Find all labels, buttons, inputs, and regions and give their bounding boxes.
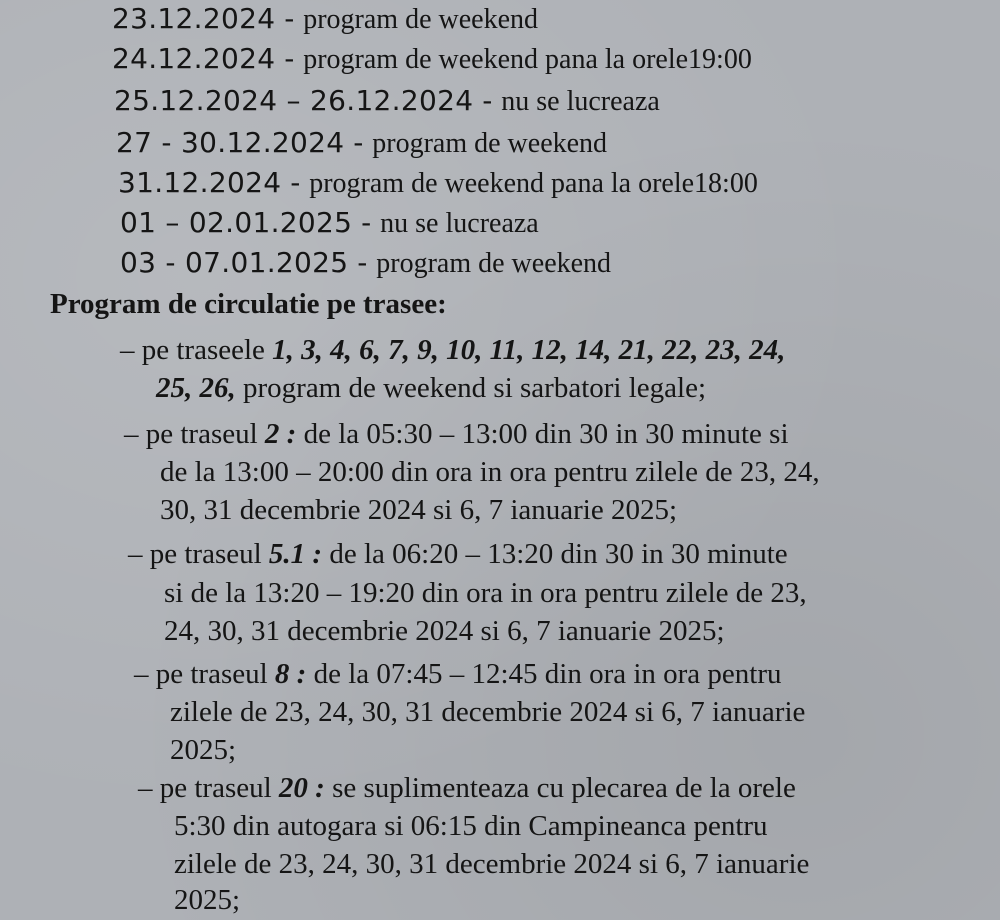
schedule-line (120, 246, 611, 280)
route-prefix: pe traseele (141, 334, 273, 366)
route-item-8 (134, 658, 782, 691)
route-description: de la 07:45 – 12:45 din ora in ora pentru (306, 658, 782, 690)
schedule-separator: - (352, 206, 381, 239)
route-item-20-line: 2025; (174, 884, 241, 916)
bullet-dash: – (120, 334, 135, 366)
route-prefix: pe traseul (145, 418, 265, 450)
route-item-20-line: 5:30 din autogara si 06:15 din Campineanca pentru (174, 810, 768, 842)
bullet-dash: – (128, 538, 143, 570)
route-item-2-line: 30, 31 decembrie 2024 si 6, 7 ianuarie 2025; (160, 494, 678, 526)
schedule-separator: - (348, 246, 377, 279)
schedule-text: nu se lucreaza (501, 86, 660, 117)
schedule-line (116, 126, 607, 160)
route-item-5-1-line: si de la 13:20 – 19:20 din ora in ora pentru zilele de 23, (164, 577, 807, 609)
route-number: 2 : (264, 418, 297, 450)
route-number: 20 : (278, 772, 325, 804)
schedule-date: 27 - 30.12.2024 (116, 126, 345, 159)
route-description: se suplimenteaza cu plecarea de la orele (324, 772, 796, 804)
schedule-text: program de weekend pana la orele19:00 (303, 44, 752, 75)
route-description: program de weekend si sarbatori legale; (235, 372, 707, 404)
bullet-dash: – (124, 418, 139, 450)
schedule-line (114, 84, 660, 118)
route-item-weekend-cont (156, 372, 706, 405)
schedule-text: program de weekend (303, 4, 539, 35)
schedule-line (120, 206, 539, 240)
route-number: 5.1 : (268, 538, 323, 570)
bullet-dash: – (134, 658, 149, 690)
route-item-2-line: de la 13:00 – 20:00 din ora in ora pentru zilele de 23, 24, (160, 456, 820, 488)
route-description: de la 06:20 – 13:20 din 30 in 30 minute (322, 538, 788, 570)
schedule-separator: - (281, 166, 310, 199)
schedule-separator: - (344, 126, 373, 159)
route-item-8-line: 2025; (170, 734, 237, 766)
schedule-text: program de weekend pana la orele18:00 (309, 168, 758, 199)
route-numbers: 25, 26, (156, 372, 236, 404)
route-item-20 (138, 772, 796, 805)
route-number: 8 : (274, 658, 307, 690)
schedule-text: program de weekend (376, 248, 612, 279)
schedule-line (118, 166, 758, 200)
schedule-date: 01 – 02.01.2025 (120, 206, 353, 239)
schedule-date: 24.12.2024 (112, 42, 276, 75)
schedule-date: 03 - 07.01.2025 (120, 246, 349, 279)
schedule-date: 25.12.2024 – 26.12.2024 (114, 84, 474, 117)
schedule-line (112, 42, 752, 76)
route-item-2 (124, 418, 789, 451)
route-item-5-1 (128, 538, 788, 571)
schedule-date: 31.12.2024 (118, 166, 282, 199)
schedule-text: nu se lucreaza (380, 208, 539, 239)
schedule-text: program de weekend (372, 128, 608, 159)
route-item-8-line: zilele de 23, 24, 30, 31 decembrie 2024 si 6, 7 ianuarie (170, 696, 806, 728)
schedule-separator: - (275, 42, 304, 75)
route-item-weekend (120, 334, 785, 367)
schedule-separator: - (275, 2, 304, 35)
route-numbers: 1, 3, 4, 6, 7, 9, 10, 11, 12, 14, 21, 22, 23, 24, (272, 334, 786, 366)
route-prefix: pe traseul (149, 538, 269, 570)
section-heading: Program de circulatie pe trasee: (50, 288, 447, 320)
route-item-20-line: zilele de 23, 24, 30, 31 decembrie 2024 si 6, 7 ianuarie (174, 848, 810, 880)
route-item-5-1-line: 24, 30, 31 decembrie 2024 si 6, 7 ianuarie 2025; (164, 615, 725, 647)
schedule-line (112, 2, 538, 36)
bullet-dash: – (138, 772, 153, 804)
schedule-date: 23.12.2024 (112, 2, 276, 35)
schedule-separator: - (473, 84, 502, 117)
route-prefix: pe traseul (155, 658, 275, 690)
route-description: de la 05:30 – 13:00 din 30 in 30 minute si (296, 418, 789, 450)
route-prefix: pe traseul (159, 772, 279, 804)
